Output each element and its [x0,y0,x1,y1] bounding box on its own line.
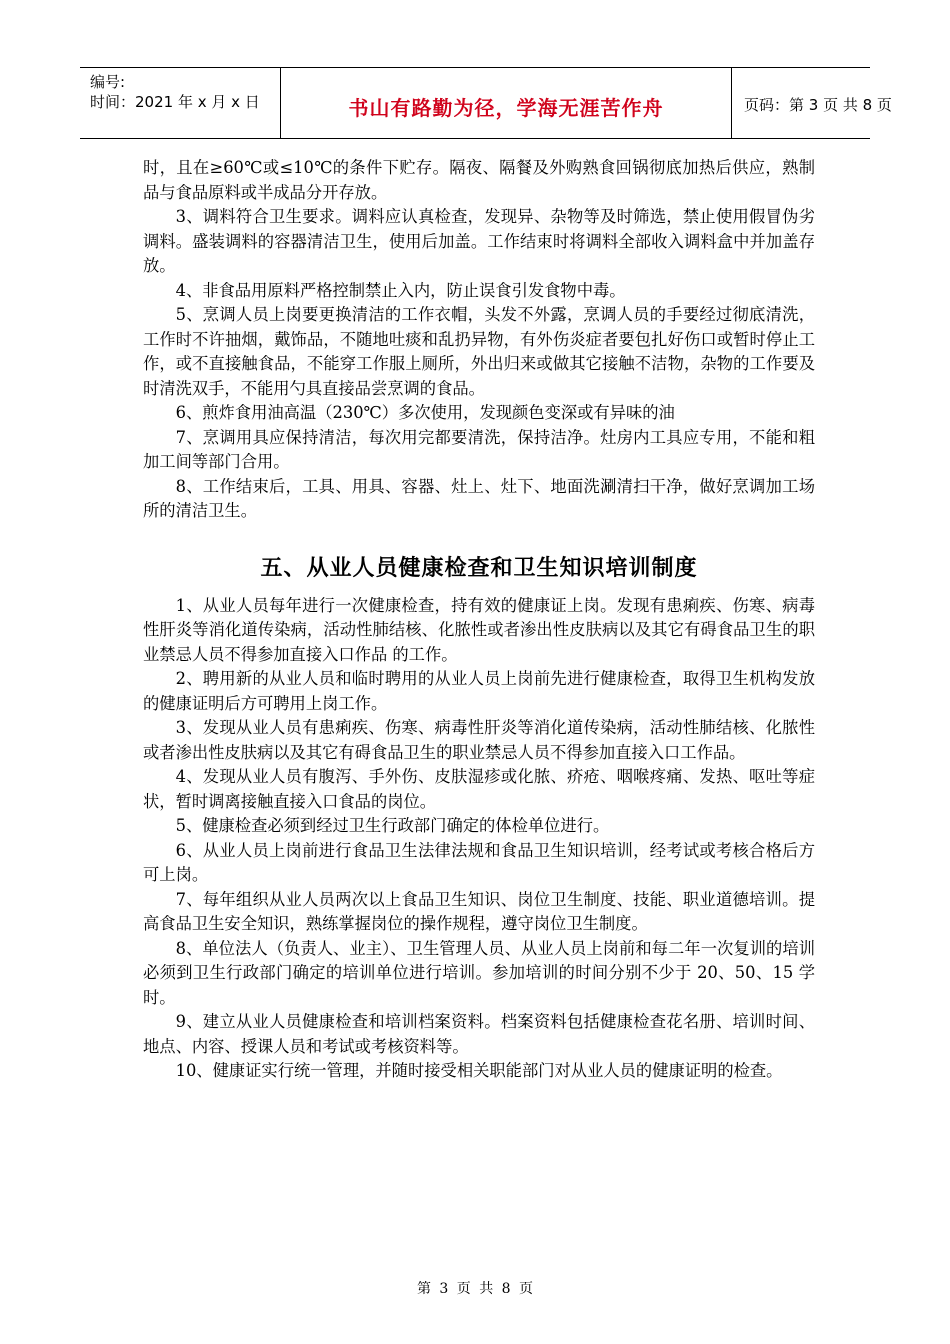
paragraph: 4、发现从业人员有腹泻、手外伤、皮肤湿疹或化脓、疥疮、咽喉疼痛、发热、呕吐等症状，暂时调离接触直接入口食品的岗位。 [143,767,815,811]
spacer [143,524,815,554]
paragraph: 7、每年组织从业人员两次以上食品卫生知识、岗位卫生制度、技能、职业道德培训。提高食品卫生安全知识，熟练掌握岗位的操作规程，遵守岗位卫生制度。 [143,889,815,933]
paragraph: 4、非食品用原料严格控制禁止入内，防止误食引发食物中毒。 [175,280,626,300]
paragraph: 9、建立从业人员健康检查和培训档案资料。档案资料包括健康检查花名册、培训时间、地点、内容、授课人员和考试或考核资料等。 [143,1012,815,1056]
paragraph: 8、工作结束后，工具、用具、容器、灶上、灶下、地面洗涮清扫干净，做好烹调加工场所的清洁卫生。 [143,476,815,520]
paragraph: 5、健康检查必须到经过卫生行政部门确定的体检单位进行。 [175,816,610,835]
paragraph: 2、聘用新的从业人员和临时聘用的从业人员上岗前先进行健康检查，取得卫生机构发放的健康证明后方可聘用上岗工作。 [143,669,815,713]
header-motto: 书山有路勤为径，学海无涯苦作舟 [348,96,664,120]
paragraph: 5、烹调人员上岗要更换清洁的工作衣帽，头发不外露，烹调人员的手要经过彻底清洗，工作时不许抽烟，戴饰品，不随地吐痰和乱扔异物，有外伤炎症者要包扎好伤口或暂时停止工作，或不直接触食品，不能穿工作服上厕所，外出归来或做其它接触不洁物，杂物的工作要及时清洗双手，不能用勺具直接品尝烹调的食品。 [143,305,815,398]
header-meta-cell [80,68,280,138]
header-page-info: 页码：第 3 页 共 8 页 [744,96,892,114]
header-page-cell [732,68,892,138]
paragraph: 7、烹调用具应保持清洁，每次用完都要清洗，保持洁净。灶房内工具应专用，不能和粗加工间等部门合用。 [143,427,815,471]
paragraph: 时，且在≥60℃或≤10℃的条件下贮存。隔夜、隔餐及外购熟食回锅彻底加热后供应，熟制品与食品原料或半成品分开存放。 [143,158,815,202]
paragraph: 6、煎炸食用油高温（230℃）多次使用，发现颜色变深或有异味的油 [175,403,675,422]
document-body [143,156,815,1084]
header-motto-cell [280,68,732,138]
paragraph: 1、从业人员每年进行一次健康检查，持有效的健康证上岗。发现有患痢疾、伤寒、病毒性肝炎等消化道传染病，活动性肺结核、化脓性或者渗出性皮肤病以及其它有碍食品卫生的职业禁忌人员不得参加直接入口作品 的工作。 [143,595,815,664]
page-header [80,67,892,139]
paragraph: 6、从业人员上岗前进行食品卫生法律法规和食品卫生知识培训，经考试或考核合格后方可上岗。 [143,840,815,884]
paragraph: 10、健康证实行统一管理，并随时接受相关职能部门对从业人员的健康证明的检查。 [175,1061,783,1080]
section-title: 五、从业人员健康检查和卫生知识培训制度 [260,555,698,581]
document-number-label: 编号: [90,73,126,91]
page-footer: 第 3 页 共 8 页 [416,1281,534,1297]
document-date: 时间：2021 年 x 月 x 日 [90,93,260,111]
paragraph: 3、调料符合卫生要求。调料应认真检查，发现异、杂物等及时筛选，禁止使用假冒伪劣调料。盛装调料的容器清洁卫生，使用后加盖。工作结束时将调料全部收入调料盒中并加盖存放。 [143,207,815,275]
paragraph: 3、发现从业人员有患痢疾、伤寒、病毒性肝炎等消化道传染病，活动性肺结核、化脓性或者渗出性皮肤病以及其它有碍食品卫生的职业禁忌人员不得参加直接入口工作品。 [143,718,815,762]
paragraph: 8、单位法人（负责人、业主）、卫生管理人员、从业人员上岗前和每二年一次复训的培训必须到卫生行政部门确定的培训单位进行培训。参加培训的时间分别不少于 20、50、15 学时。 [143,938,815,1007]
